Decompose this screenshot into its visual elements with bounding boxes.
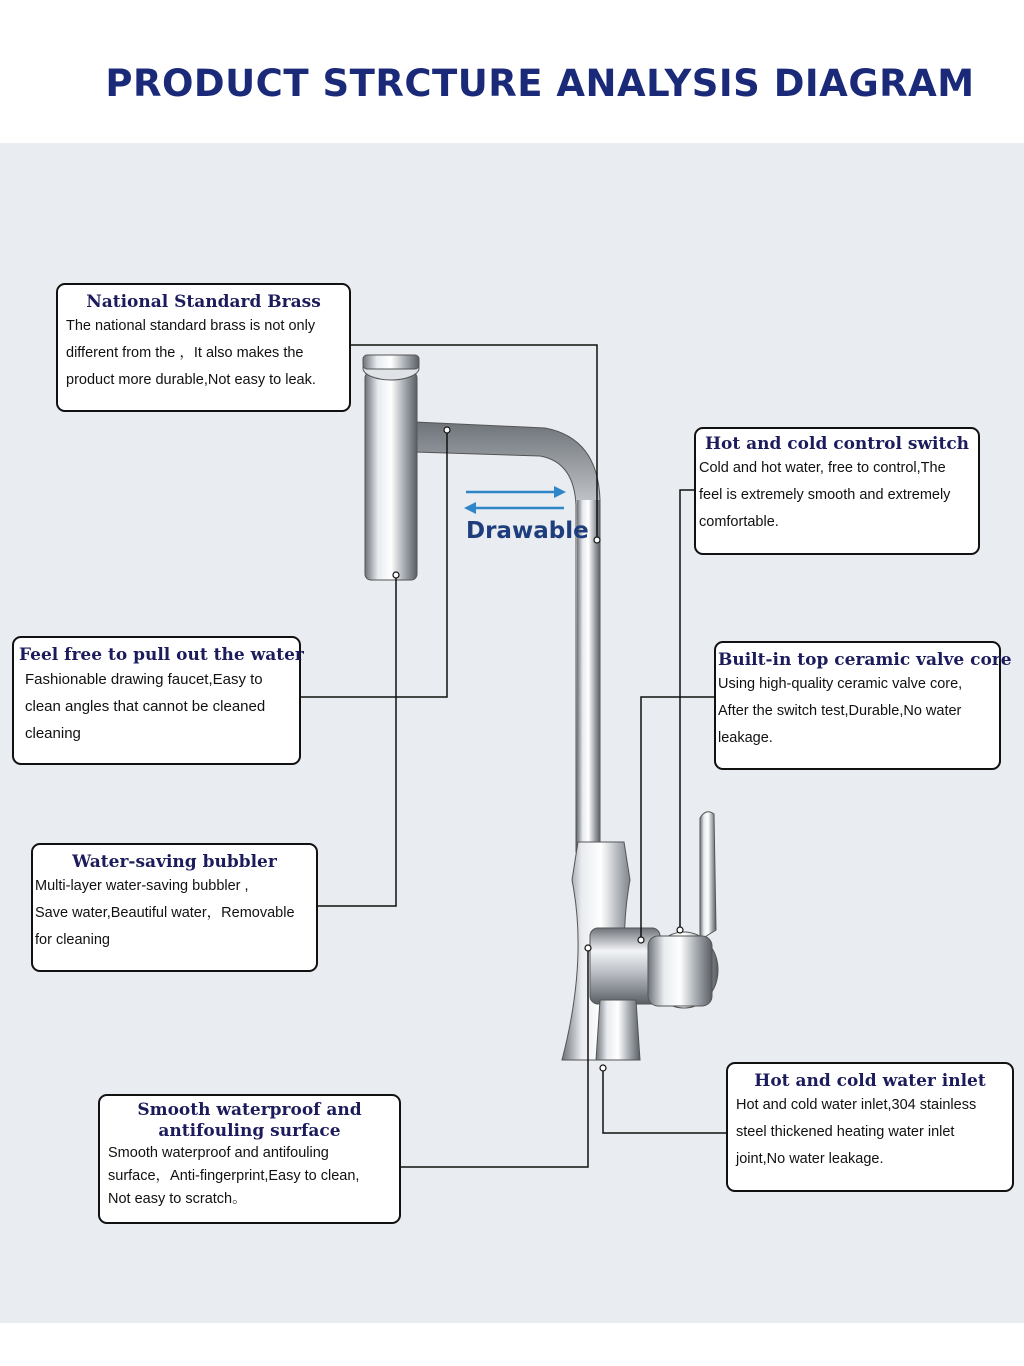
callout-control-switch [694,427,980,555]
callout-title: Hot and cold control switch [704,434,970,454]
callout-body: Hot and cold water inlet,304 stainless steel thickened heating water inlet joint,No water leakage. [736,1097,977,1167]
callout-title: Smooth waterproof and antifouling surface [137,1100,362,1141]
leader-surface [400,948,588,1167]
callout-water-saving-bubbler [31,843,318,972]
callout-title: National Standard Brass [86,292,321,312]
callout-title: Water-saving bubbler [72,852,277,872]
leader-bubbler [317,575,396,906]
callout-ceramic-valve [714,641,1012,770]
callout-body: Smooth waterproof and antifouling surface，Anti-fingerprint,Easy to clean, Not easy to scratch。 [108,1145,360,1207]
callout-title: Built-in top ceramic valve core [718,650,1012,670]
callout-body: Using high-quality ceramic valve core, After the switch test,Durable,No water leakage. [718,676,963,746]
callout-body: The national standard brass is not only different from the ，It also makes the product more durable,Not easy to leak. [66,318,316,388]
callout-national-standard-brass [56,283,351,412]
callout-title: Feel free to pull out the water [19,645,304,665]
leader-inlet [603,1068,728,1133]
drawable-arrows [464,486,566,514]
callout-pull-out [12,636,304,765]
callout-waterproof-surface [98,1094,401,1224]
leader-switch [680,490,694,930]
faucet-image [363,355,718,1060]
page-title: PRODUCT STRCTURE ANALYSIS DIAGRAM [105,62,975,105]
callout-body: Fashionable drawing faucet,Easy to clean angles that cannot be cleaned cleaning [25,671,266,742]
callout-body: Multi-layer water-saving bubbler , Save water,Beautiful water，Removable for cleaning [35,878,295,948]
drawable-label: Drawable [466,518,589,544]
callout-body: Cold and hot water, free to control,The feel is extremely smooth and extremely comfortable. [699,460,951,530]
leader-lines [300,345,728,1167]
callout-water-inlet [726,1062,1014,1192]
callout-title: Hot and cold water inlet [754,1071,986,1091]
